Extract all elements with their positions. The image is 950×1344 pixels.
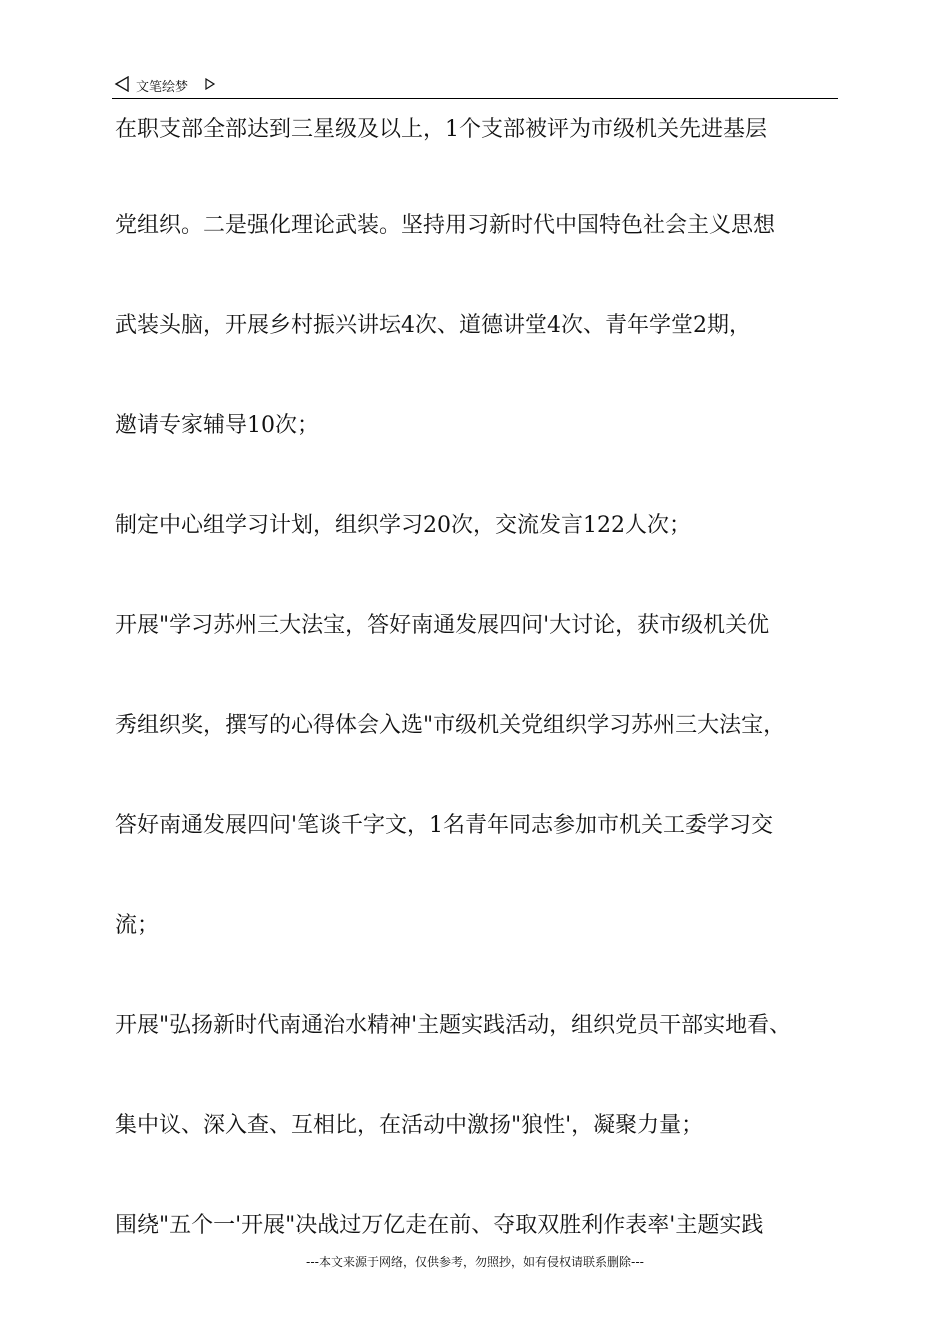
body-line: 答好南通发展四问'笔谈千字文，1名青年同志参加市机关工委学习交	[115, 813, 774, 838]
triangle-left-icon	[114, 76, 130, 92]
body-line: 邀请专家辅导10次；	[115, 413, 319, 438]
body-line: 开展"学习苏州三大法宝，答好南通发展四问'大讨论，获市级机关优	[115, 613, 770, 638]
body-line: 在职支部全部达到三星级及以上，1个支部被评为市级机关先进基层	[115, 117, 767, 142]
body-line: 围绕"五个一'开展"决战过万亿走在前、夺取双胜利作表率'主题实践	[115, 1213, 764, 1238]
body-line: 党组织。二是强化理论武装。坚持用习新时代中国特色社会主义思想	[115, 213, 776, 238]
body-line: 集中议、深入查、互相比，在活动中激扬"狼性'，凝聚力量；	[115, 1113, 704, 1138]
triangle-right-icon	[204, 78, 216, 90]
body-line: 制定中心组学习计划，组织学习20次，交流发言122人次；	[115, 513, 691, 538]
body-line: 开展"弘扬新时代南通治水精神'主题实践活动，组织党员干部实地看、	[115, 1013, 792, 1038]
body-line: 武装头脑，开展乡村振兴讲坛4次、道德讲堂4次、青年学堂2期，	[115, 313, 751, 338]
page-header	[112, 72, 838, 99]
body-line: 秀组织奖，撰写的心得体会入选"市级机关党组织学习苏州三大法宝，	[115, 713, 786, 738]
header-brand: 文笔绘梦	[136, 80, 189, 95]
body-line: 流；	[115, 913, 160, 938]
footer-disclaimer: ---本文来源于网络，仅供参考，勿照抄，如有侵权请联系删除---	[306, 1255, 644, 1269]
